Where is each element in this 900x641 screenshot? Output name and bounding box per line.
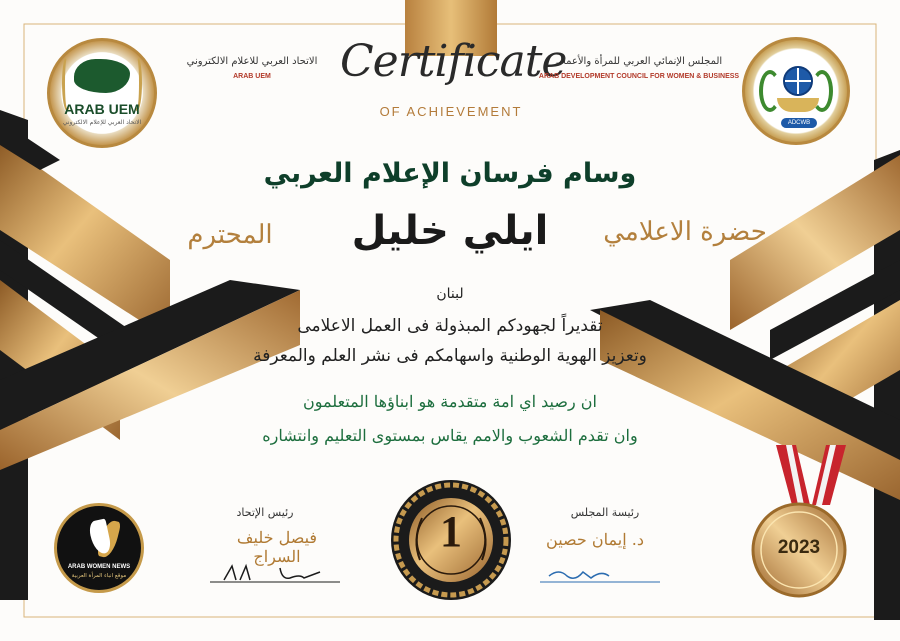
right-signature-scribble [545, 566, 665, 582]
left-org-arabic: الاتحاد العربي للاعلام الالكتروني [186, 56, 318, 67]
left-signatory-name: فيصل خليف السراج [236, 528, 318, 566]
body-text-line-2: وتعزيز الهوية الوطنية واسهامكم فى نشر العلم والمعرفة [253, 346, 647, 366]
certificate-title: Certificate [340, 36, 567, 87]
left-signatory-title: رئيس الإتحاد [236, 506, 294, 519]
medal-year: 2023 [777, 537, 821, 558]
honorific-suffix: المحترم [187, 220, 273, 250]
globe-icon [783, 66, 813, 96]
hands-icon [777, 98, 819, 112]
right-signatory-title: رئيسة المجلس [570, 506, 640, 519]
arab-map-icon [74, 59, 130, 93]
left-org-english: ARAB UEM [233, 73, 271, 80]
arab-women-news-logo [54, 503, 144, 593]
body-text-line-1: تقديراً لجهودكم المبذولة فى العمل الاعلامى [297, 316, 603, 336]
left-signature-scribble [220, 562, 330, 584]
recipient-country: لبنان [436, 286, 464, 302]
arab-uem-logo [47, 38, 157, 148]
quote-line-1: ان رصيد اي امة متقدمة هو ابناؤها المتعلمون [303, 392, 597, 411]
adcwb-logo [742, 37, 850, 145]
honorific-prefix: حضرة الاعلامي [603, 217, 767, 247]
arab-uem-logo-subtitle: الاتحاد العربي للإعلام الالكتروني [62, 119, 142, 126]
quote-line-2: وان تقدم الشعوب والامم يقاس بمستوى التعليم وانتشاره [262, 426, 638, 445]
leaf-left-icon [759, 70, 781, 112]
news-logo-subtitle: موقع انباء المرأة العربية [71, 573, 127, 579]
recipient-name: ايلي خليل [351, 208, 549, 254]
certificate-subtitle: OF ACHIEVEMENT [379, 104, 523, 119]
right-org-english: ARAB DEVELOPMENT COUNCIL FOR WOMEN & BUSINESS [538, 73, 740, 80]
rank-medal-number: 1 [440, 507, 462, 556]
adcwb-logo-tag: ADCWB [781, 118, 817, 128]
right-org-arabic: المجلس الإنمائي العربي للمرأة والأعمال [555, 56, 723, 67]
news-logo-title: ARAB WOMEN NEWS [67, 564, 131, 570]
award-heading: وسام فرسان الإعلام العربي [263, 158, 637, 189]
arab-uem-logo-label: ARAB UEM [64, 101, 140, 117]
right-signatory-name: د. إيمان حصين [546, 530, 644, 549]
